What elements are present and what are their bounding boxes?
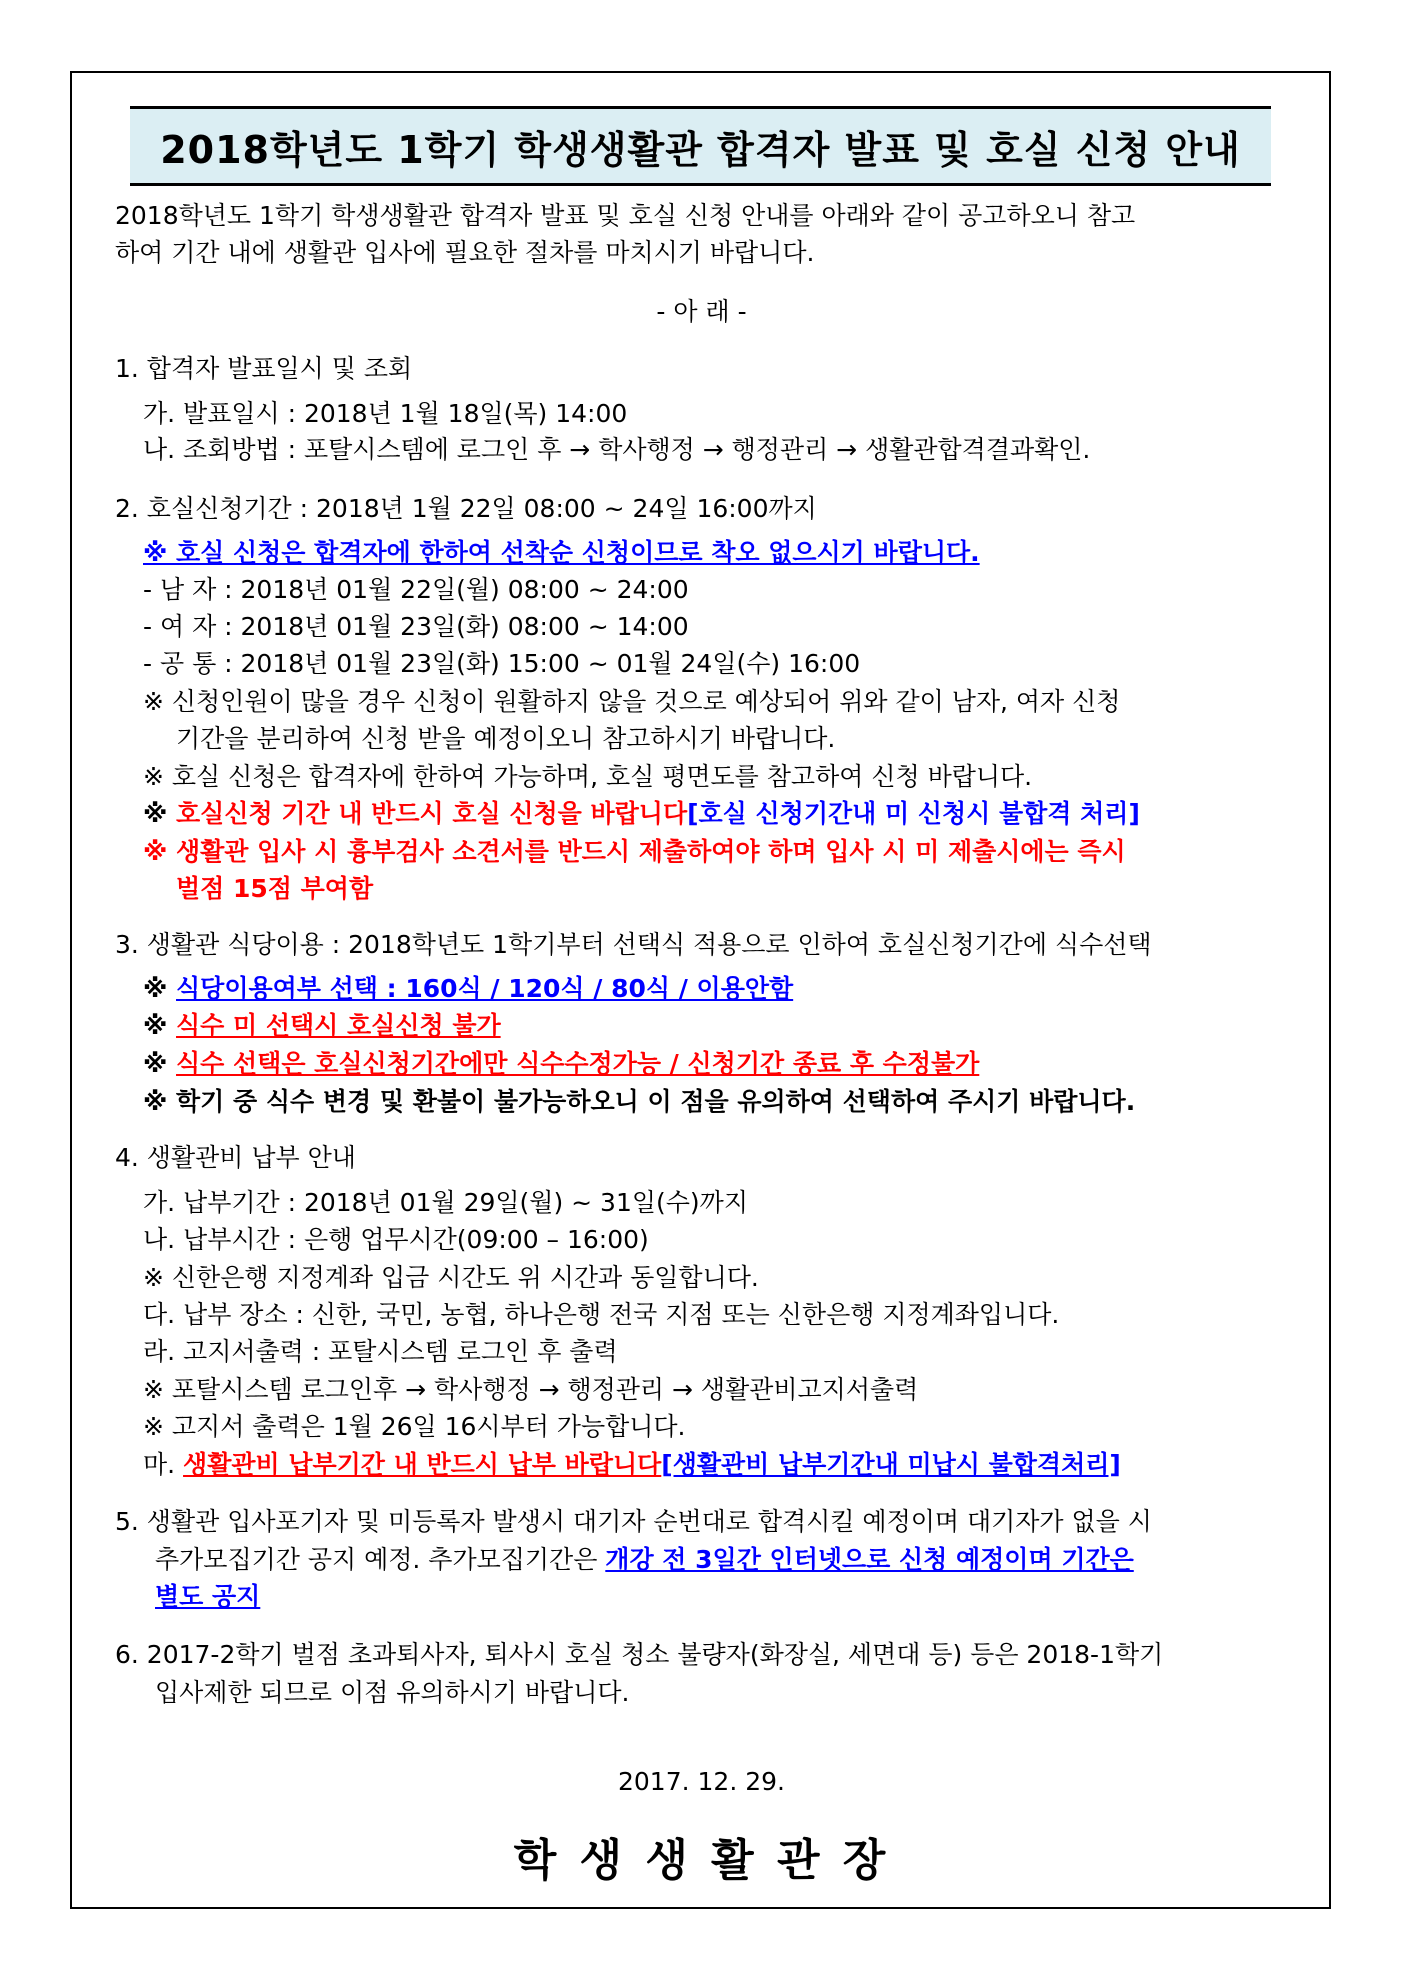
section-4-payment-hours: 나. 납부시간 : 은행 업무시간(09:00 – 16:00) (143, 1225, 649, 1254)
section-2-note-2: ※ 호실 신청은 합격자에 한하여 가능하며, 호실 평면도를 참고하여 신청 바랍니다. (143, 762, 1033, 791)
section-5-line-2: 추가모집기간 공지 예정. 추가모집기간은 개강 전 3일간 인터넷으로 신청 예정이며 기간은 (155, 1545, 1134, 1574)
section-4-bill-print-path: ※ 포탈시스템 로그인후 → 학사행정 → 행정관리 → 생활관비고지서출력 (143, 1375, 919, 1404)
section-4-title: 4. 생활관비 납부 안내 (115, 1143, 356, 1172)
intro-line-1: 2018학년도 1학기 학생생활관 합격자 발표 및 호실 신청 안내를 아래와 같이 공고하오니 참고 (115, 201, 1136, 230)
section-1-lookup-method: 나. 조회방법 : 포탈시스템에 로그인 후 → 학사행정 → 행정관리 → 생활관합격결과확인. (143, 435, 1091, 464)
issuer-signature: 학 생 생 활 관 장 (513, 1835, 890, 1886)
section-2-first-come-notice: ※ 호실 신청은 합격자에 한하여 선착순 신청이므로 착오 없으시기 바랍니다. (143, 538, 980, 567)
document-title: 2018학년도 1학기 학생생활관 합격자 발표 및 호실 신청 안내 (160, 127, 1241, 172)
section-2-female-period: - 여 자 : 2018년 01월 23일(화) 08:00 ~ 14:00 (143, 612, 689, 641)
section-4-bill-print: 라. 고지서출력 : 포탈시스템 로그인 후 출력 (143, 1337, 618, 1366)
intro-line-2: 하여 기간 내에 생활관 입사에 필요한 절차를 마치시기 바랍니다. (115, 238, 815, 267)
section-4-bill-print-date: ※ 고지서 출력은 1월 26일 16시부터 가능합니다. (143, 1412, 686, 1441)
section-4-account-note: ※ 신한은행 지정계좌 입금 시간도 위 시간과 동일합니다. (143, 1263, 759, 1292)
section-2-male-period: - 남 자 : 2018년 01월 22일(월) 08:00 ~ 24:00 (143, 575, 689, 604)
section-4-payment-period: 가. 납부기간 : 2018년 01월 29일(월) ~ 31일(수)까지 (143, 1188, 748, 1217)
section-3-edit-period-warning: ※ 식수 선택은 호실신청기간에만 식수수정가능 / 신청기간 종료 후 수정불가 (143, 1049, 980, 1078)
document-date: 2017. 12. 29. (618, 1767, 785, 1796)
section-3-meal-options: ※ 식당이용여부 선택 : 160식 / 120식 / 80식 / 이용안함 (143, 974, 794, 1003)
section-3-no-select-warning: ※ 식수 미 선택시 호실신청 불가 (143, 1011, 501, 1040)
section-1-announce-time: 가. 발표일시 : 2018년 1월 18일(목) 14:00 (143, 399, 628, 428)
section-6-line-1: 6. 2017-2학기 벌점 초과퇴사자, 퇴사시 호실 청소 불량자(화장실, 세면대 등) 등은 2018-1학기 (115, 1640, 1164, 1669)
section-5-line-3: 별도 공지 (155, 1582, 261, 1611)
section-2-title: 2. 호실신청기간 : 2018년 1월 22일 08:00 ~ 24일 16:00까지 (115, 494, 817, 523)
section-4-payment-warning: 마. 생활관비 납부기간 내 반드시 납부 바랍니다[생활관비 납부기간내 미납시 불합격처리] (143, 1450, 1121, 1479)
section-5-line-1: 5. 생활관 입사포기자 및 미등록자 발생시 대기자 순번대로 합격시킬 예정이며 대기자가 없을 시 (115, 1507, 1152, 1536)
section-2-note-1-cont: 기간을 분리하여 신청 받을 예정이오니 참고하시기 바랍니다. (176, 724, 836, 753)
section-3-title: 3. 생활관 식당이용 : 2018학년도 1학기부터 선택식 적용으로 인하여 호실신청기간에 식수선택 (115, 930, 1152, 959)
section-3-refund-notice: ※ 학기 중 식수 변경 및 환불이 불가능하오니 이 점을 유의하여 선택하여 주시기 바랍니다. (143, 1087, 1136, 1116)
section-2-common-period: - 공 통 : 2018년 01월 23일(화) 15:00 ~ 01월 24일(수) 16:00 (143, 649, 861, 678)
section-2-note-1: ※ 신청인원이 많을 경우 신청이 원활하지 않을 것으로 예상되어 위와 같이 남자, 여자 신청 (143, 687, 1121, 716)
section-2-note-4: ※ 생활관 입사 시 흉부검사 소견서를 반드시 제출하여야 하며 입사 시 미 제출시에는 즉시 (143, 837, 1126, 866)
title-box (130, 106, 1271, 186)
section-6-line-2: 입사제한 되므로 이점 유의하시기 바랍니다. (155, 1678, 630, 1707)
section-4-payment-place: 다. 납부 장소 : 신한, 국민, 농협, 하나은행 전국 지점 또는 신한은행 지정계좌입니다. (143, 1300, 1060, 1329)
notice-head: - 아 래 - (656, 297, 747, 326)
section-2-note-3: ※ 호실신청 기간 내 반드시 호실 신청을 바랍니다[호실 신청기간내 미 신청시 불합격 처리] (143, 799, 1140, 828)
section-1-title: 1. 합격자 발표일시 및 조회 (115, 354, 413, 383)
section-2-note-4-cont: 벌점 15점 부여함 (176, 874, 374, 903)
